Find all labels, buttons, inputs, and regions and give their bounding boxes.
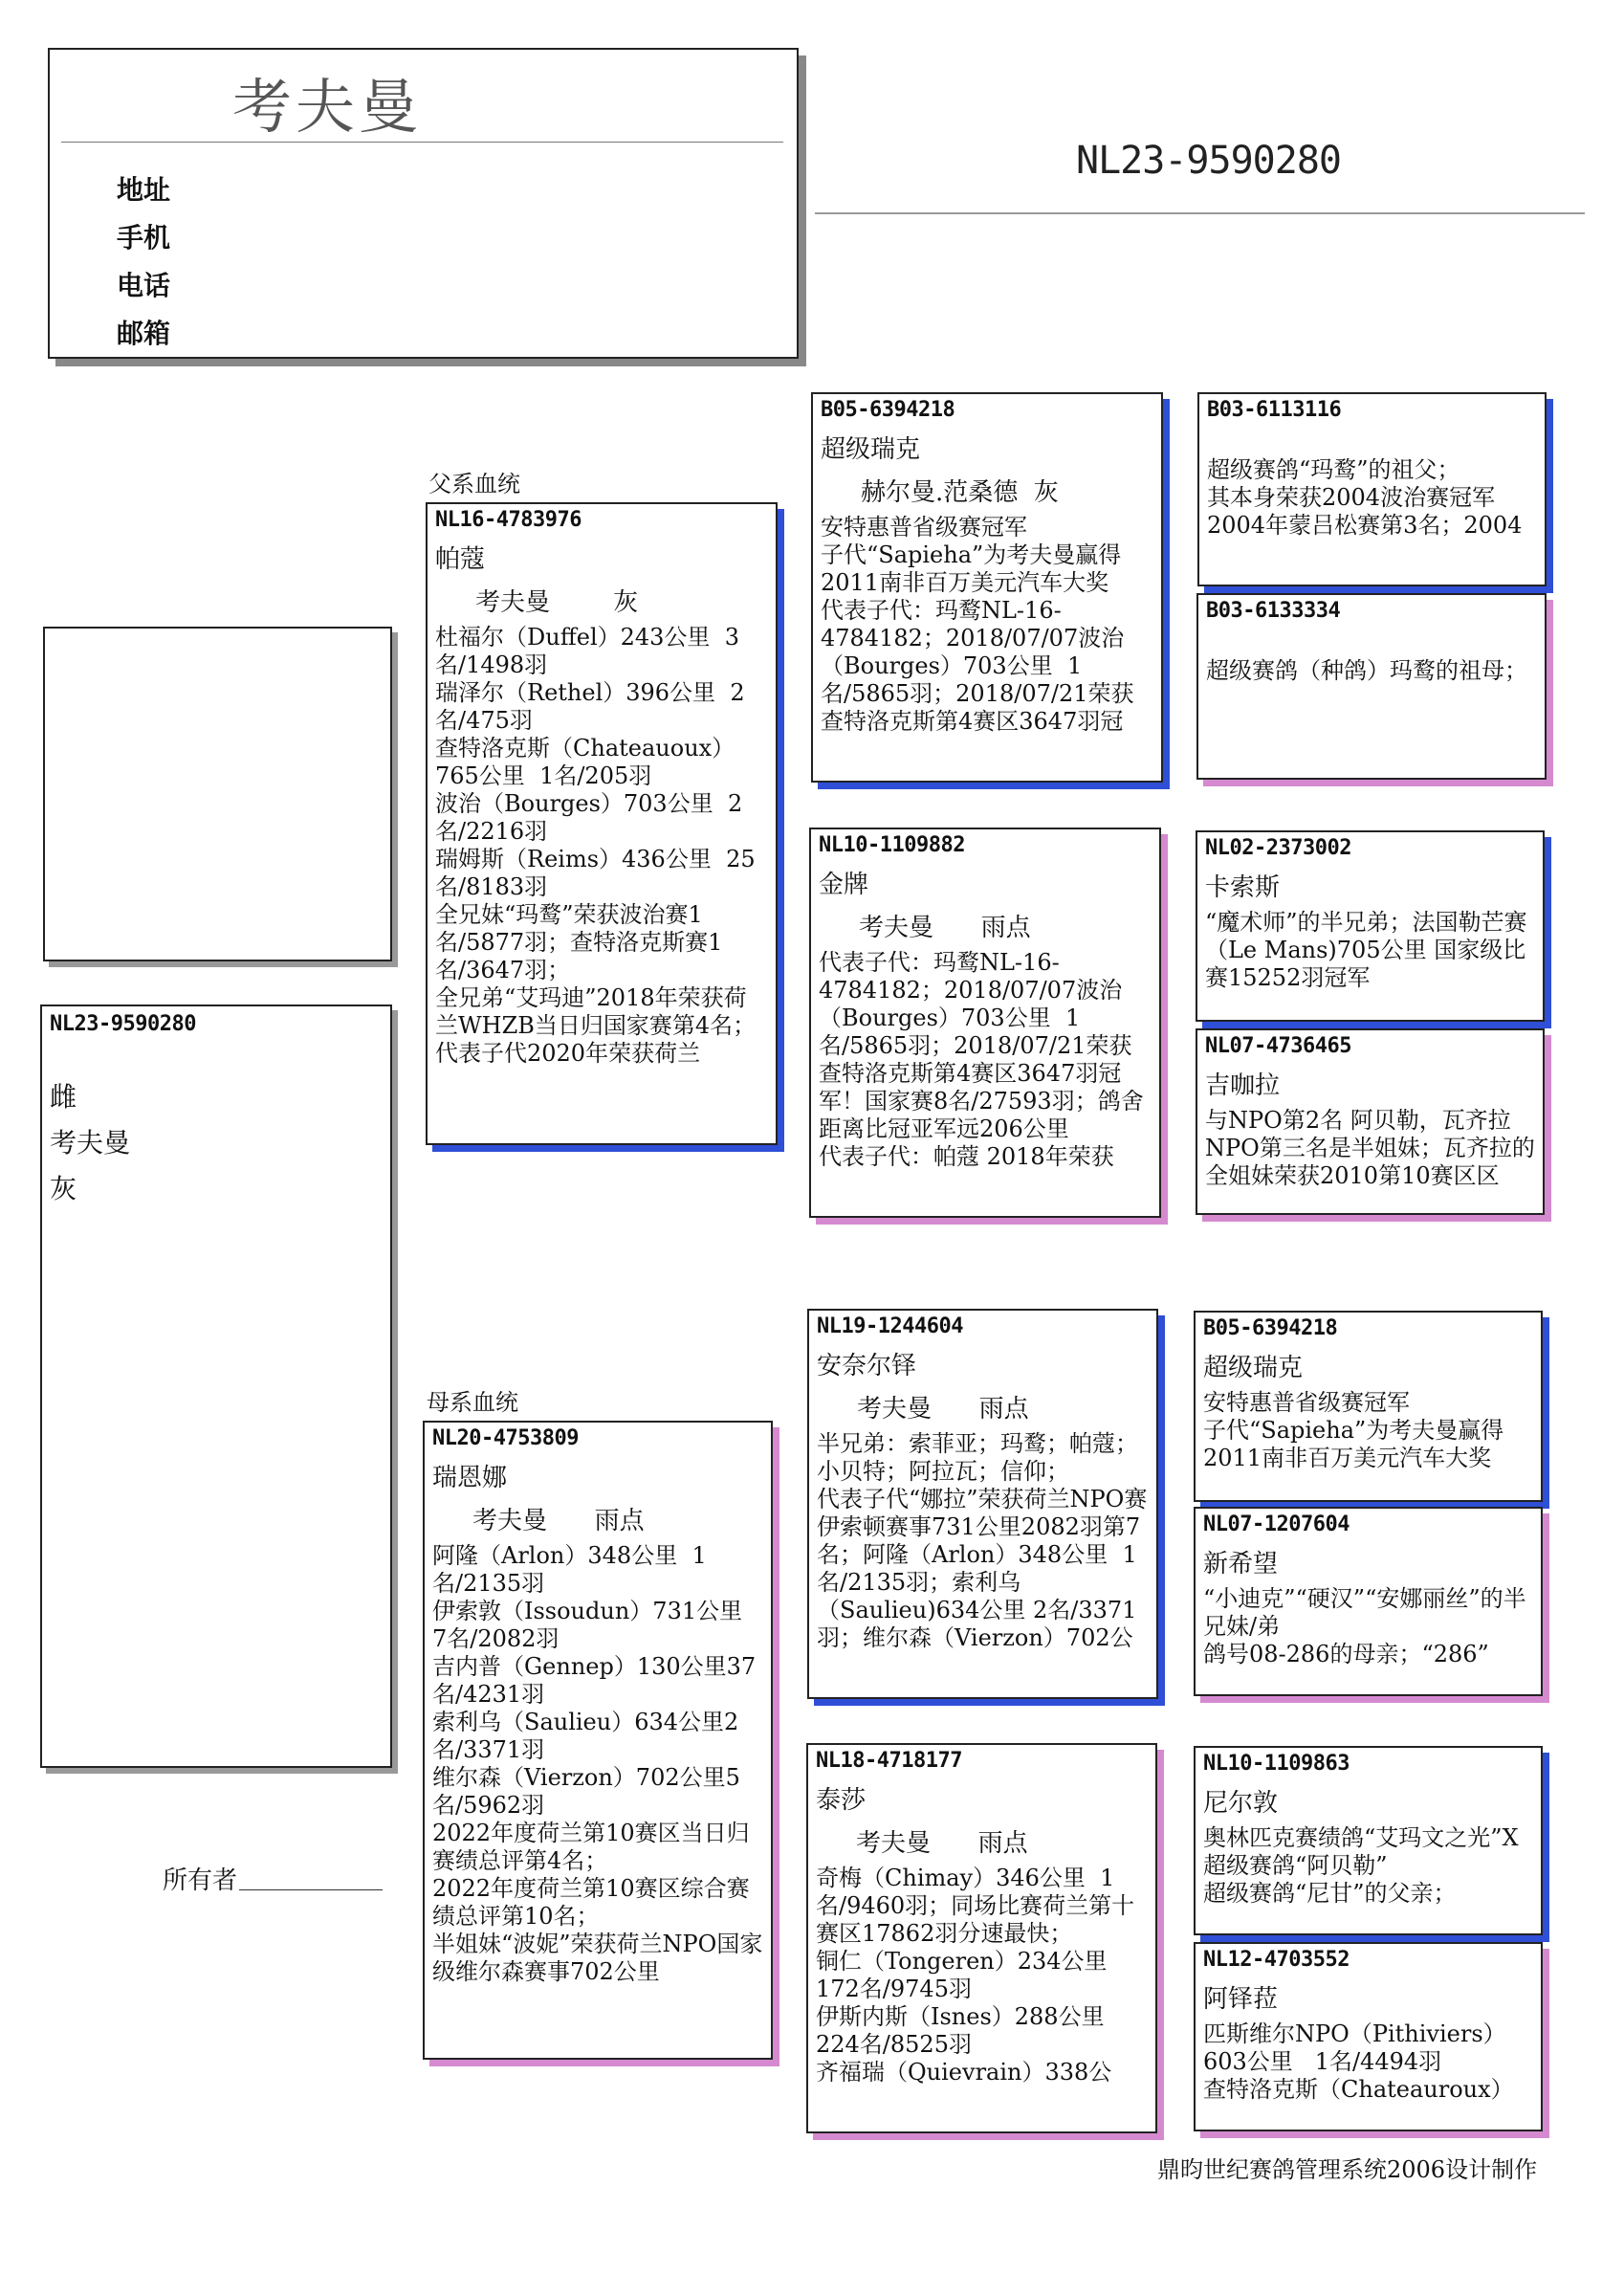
main-ring-number: NL23-9590280 (1076, 139, 1341, 183)
dam-sire-breed-line: 考夫曼 雨点 (857, 1395, 1029, 1424)
contact-mobile-label: 手机 (117, 222, 171, 254)
dds-name: 尼尔敦 (1203, 1789, 1279, 1818)
sire-ring: NL16-4783976 (435, 508, 582, 532)
sire-breed-line: 考夫曼 灰 (475, 588, 639, 617)
owner-card (48, 48, 799, 359)
ssd-ring: B03-6133334 (1206, 599, 1341, 623)
sire-dam-ring: NL10-1109882 (819, 833, 965, 857)
sire-dam-name: 金牌 (819, 871, 869, 899)
dam-dam-breed-line: 考夫曼 雨点 (856, 1829, 1028, 1858)
dds-info: 奥林匹克赛绩鸽“艾玛文之光”X超级赛鸽“阿贝勒” 超级赛鸽“尼甘”的父亲； (1203, 1824, 1519, 1907)
sire-sire-card (811, 392, 1163, 783)
sire-name: 帕蔻 (435, 545, 486, 574)
sire-line-label: 父系血统 (428, 471, 520, 497)
dsd-name: 新希望 (1203, 1550, 1279, 1578)
sss-card (1197, 392, 1547, 586)
footer-credit: 鼎昀世纪赛鸽管理系统2006设计制作 (1157, 2156, 1538, 2183)
sdd-card (1196, 1028, 1545, 1215)
sire-sire-name: 超级瑞克 (821, 435, 921, 464)
contact-phone-label: 电话 (117, 270, 171, 301)
ssd-info: 超级赛鸽（种鸽）玛鹜的祖母； (1206, 657, 1527, 684)
dsd-ring: NL07-1207604 (1203, 1512, 1350, 1536)
sire-sire-ring: B05-6394218 (821, 398, 955, 422)
owner-signature-line (239, 1889, 383, 1890)
sss-info: 超级赛鸽“玛鹜”的祖父； 其本身荣获2004波治赛冠军 2004年蒙吕松赛第3名；2004 (1207, 456, 1523, 539)
dsd-card (1194, 1507, 1543, 1696)
sdd-ring: NL07-4736465 (1205, 1034, 1351, 1058)
dds-ring: NL10-1109863 (1203, 1752, 1350, 1776)
contact-address-label: 地址 (117, 174, 171, 206)
subject-card (40, 1004, 392, 1768)
dss-card (1194, 1311, 1543, 1502)
contact-email-label: 邮箱 (117, 318, 171, 349)
subject-breeder: 考夫曼 (50, 1127, 131, 1159)
dds-card (1194, 1746, 1543, 1935)
dam-dam-ring: NL18-4718177 (816, 1749, 962, 1773)
owner-signature-label: 所有者 (163, 1866, 238, 1895)
ddd-ring: NL12-4703552 (1203, 1948, 1350, 1972)
sds-name: 卡索斯 (1205, 873, 1281, 902)
sire-dam-card (809, 828, 1161, 1218)
sire-dam-breed-line: 考夫曼 雨点 (859, 914, 1031, 942)
dam-breed-line: 考夫曼 雨点 (472, 1507, 645, 1535)
owner-name: 考夫曼 (231, 72, 422, 142)
photo-placeholder (43, 627, 392, 961)
ddd-card (1194, 1942, 1543, 2131)
dam-dam-name: 泰莎 (816, 1786, 867, 1815)
dsd-info: “小迪克”“硬汉”“安娜丽丝”的半兄妹/弟 鸽号08-286的母亲；“286” (1203, 1585, 1526, 1667)
sire-card (426, 502, 778, 1145)
sdd-info: 与NPO第2名 阿贝勒，瓦齐拉NPO第三名是半姐妹；瓦齐拉的全姐妹荣获2010第10赛区区 (1205, 1107, 1535, 1189)
dss-name: 超级瑞克 (1203, 1354, 1304, 1382)
ddd-info: 匹斯维尔NPO（Pithiviers）603公里 1名/4494羽 查特洛克斯（Chateauroux） (1203, 2020, 1514, 2103)
sds-card (1196, 830, 1545, 1022)
dam-sire-card (807, 1309, 1158, 1699)
dam-ring: NL20-4753809 (432, 1426, 579, 1450)
dam-sire-info: 半兄弟：索菲亚；玛鹜；帕蔻；小贝特；阿拉瓦；信仰； 代表子代“娜拉”荣获荷兰NPO赛伊索顿赛事731公里2082羽第7名；阿隆（Arlon）348公里 1名/2135羽；索利乌（Saulieu)634公里 2名/3371羽；维尔森（Vierzon）702公 (817, 1430, 1148, 1651)
dam-card (423, 1421, 773, 2060)
subject-sex: 雌 (50, 1081, 77, 1113)
subject-ring: NL23-9590280 (50, 1012, 196, 1036)
header-divider (815, 212, 1585, 214)
dam-info: 阿隆（Arlon）348公里 1名/2135羽 伊索敦（Issoudun）731公里 7名/2082羽 吉内普（Gennep）130公里37名/4231羽 索利乌（Saulieu）634公里2名/3371羽 维尔森（Vierzon）702公里5名/5962羽 2022年度荷兰第10赛区当日归赛绩总评第4名； 2022年度荷兰第10赛区综合赛绩总评第10名； 半姐妹“波妮”荣获荷兰NPO国家级维尔森赛事702公里 (432, 1542, 763, 1985)
subject-color: 灰 (50, 1173, 77, 1204)
dss-ring: B05-6394218 (1203, 1316, 1338, 1340)
sire-dam-info: 代表子代：玛鹜NL-16-4784182；2018/07/07波治（Bourges）703公里 1名/5865羽；2018/07/21荣获查特洛克斯第4赛区3647羽冠军！国家赛8名/27593羽；鸽舍距离比冠亚军远206公里 代表子代：帕蔻 2018年荣获 (819, 949, 1144, 1170)
sds-ring: NL02-2373002 (1205, 836, 1351, 860)
ddd-name: 阿铎菈 (1203, 1985, 1279, 2014)
dam-line-label: 母系血统 (427, 1389, 518, 1416)
dam-name: 瑞恩娜 (432, 1464, 508, 1492)
sire-info: 杜福尔（Duffel）243公里 3名/1498羽 瑞泽尔（Rethel）396公里 2名/475羽 查特洛克斯（Chateauoux）765公里 1名/205羽 波治（Bourges）703公里 2名/2216羽 瑞姆斯（Reims）436公里 25名/8183羽 全兄妹“玛鹜”荣获波治赛1名/5877羽；查特洛克斯赛1名/3647羽； 全兄弟“艾玛迪”2018年荣获荷兰WHZB当日归国家赛第4名；代表子代2020年荣获荷兰 (435, 624, 757, 1067)
sdd-name: 吉咖拉 (1205, 1071, 1281, 1100)
sds-info: “魔术师”的半兄弟；法国勒芒赛（Le Mans)705公里 国家级比赛15252羽冠军 (1205, 909, 1527, 991)
sire-sire-info: 安特惠普省级赛冠军 子代“Sapieha”为考夫曼赢得2011南非百万美元汽车大奖 代表子代：玛鹜NL-16-4784182；2018/07/07波治（Bourges）703公里 1名/5865羽；2018/07/21荣获查特洛克斯第4赛区3647羽冠 (821, 514, 1134, 735)
sire-sire-breed-line: 赫尔曼.范桑德 灰 (861, 478, 1059, 507)
dss-info: 安特惠普省级赛冠军 子代“Sapieha”为考夫曼赢得2011南非百万美元汽车大奖 (1203, 1389, 1504, 1471)
dam-sire-name: 安奈尔铎 (817, 1352, 917, 1380)
owner-divider (61, 142, 783, 143)
ssd-card (1196, 593, 1547, 780)
sss-ring: B03-6113116 (1207, 398, 1342, 422)
dam-dam-card (806, 1743, 1157, 2133)
dam-dam-info: 奇梅（Chimay）346公里 1名/9460羽；同场比赛荷兰第十赛区17862羽分速最快； 铜仁（Tongeren）234公里172名/9745羽 伊斯内斯（Isnes）288公里224名/8525羽 齐福瑞（Quievrain）338公 (816, 1865, 1135, 2086)
dam-sire-ring: NL19-1244604 (817, 1314, 963, 1338)
